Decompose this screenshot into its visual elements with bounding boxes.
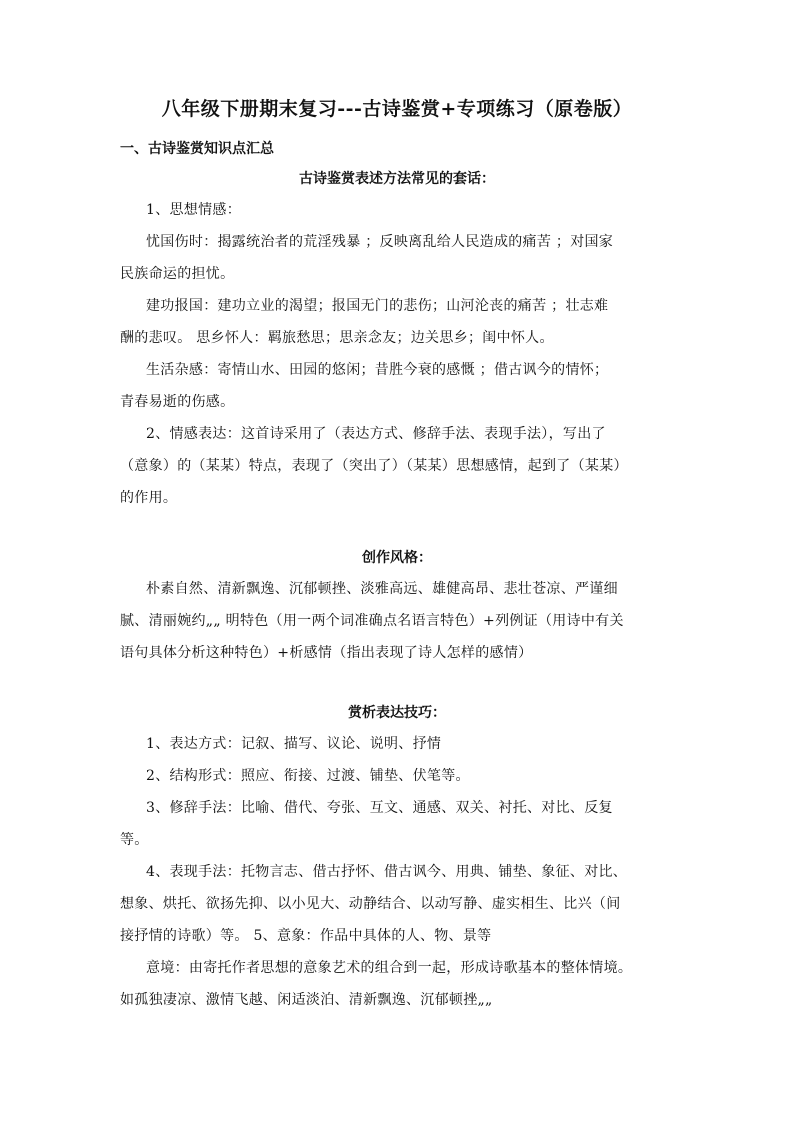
paragraph-line: 想象、烘托、欲扬先抑、以小见大、动静结合、以动写静、虚实相生、比兴（间 bbox=[120, 896, 621, 912]
paragraph-line: 语句具体分析这种特色）+析感情（指出表现了诗人怎样的感情） bbox=[120, 645, 533, 661]
paragraph-line: 3、修辞手法：比喻、借代、夸张、互文、通感、双关、衬托、对比、反复 bbox=[146, 800, 613, 816]
paragraph-line: 2、结构形式：照应、衔接、过渡、铺垫、伏笔等。 bbox=[146, 768, 470, 784]
paragraph-line: 接抒情的诗歌）等。 5、意象：作品中具体的人、物、景等 bbox=[120, 928, 492, 944]
paragraph-line: 生活杂感：寄情山水、田园的悠闲；昔胜今衰的感慨 ；借古讽今的情怀； bbox=[146, 362, 609, 378]
page-title: 八年级下册期末复习---古诗鉴赏+专项练习（原卷版） bbox=[161, 98, 633, 120]
paragraph-line: 酬的悲叹。 思乡怀人：羁旅愁思；思亲念友；边关思乡；闺中怀人。 bbox=[120, 330, 554, 346]
paragraph-line: 意境：由寄托作者思想的意象艺术的组合到一起，形成诗歌基本的整体情境。 bbox=[146, 960, 633, 976]
paragraph-line: 的作用。 bbox=[120, 490, 178, 506]
paragraph-line: 如孤独凄凉、激情飞越、闲适淡泊、清新飘逸、沉郁顿挫„„ bbox=[120, 992, 493, 1008]
paragraph-line: 腻、清丽婉约„„ 明特色（用一两个词准确点名语言特色）+列例证（用诗中有关 bbox=[120, 613, 624, 629]
paragraph-line: 忧国伤时：揭露统治者的荒淫残暴 ；反映离乱给人民造成的痛苦 ；对国家 bbox=[146, 234, 614, 250]
subheading-techniques: 赏析表达技巧： bbox=[348, 705, 446, 721]
paragraph-line: 民族命运的担忧。 bbox=[120, 266, 235, 282]
paragraph-line: 等。 bbox=[120, 832, 149, 848]
paragraph-line: 2、情感表达：这首诗采用了（表达方式、修辞手法、表现手法），写出了 bbox=[146, 426, 606, 442]
paragraph-line: 1、表达方式：记叙、描写、议论、说明、抒情 bbox=[146, 736, 442, 752]
subheading-style: 创作风格： bbox=[362, 550, 432, 566]
paragraph-line: 1、思想情感： bbox=[146, 202, 242, 218]
section-heading: 一、古诗鉴赏知识点汇总 bbox=[120, 141, 274, 157]
paragraph-line: 建功报国：建功立业的渴望；报国无门的悲伤；山河沦丧的痛苦 ；壮志难 bbox=[146, 298, 609, 314]
subheading-phrases: 古诗鉴赏表述方法常见的套话： bbox=[299, 171, 495, 187]
paragraph-line: 青春易逝的伤感。 bbox=[120, 394, 235, 410]
paragraph-line: 4、表现手法：托物言志、借古抒怀、借古讽今、用典、铺垫、象征、对比、 bbox=[146, 864, 628, 880]
paragraph-line: （意象）的（某某）特点，表现了（突出了）（某某）思想感情，起到了（某某） bbox=[120, 458, 628, 474]
paragraph-line: 朴素自然、清新飘逸、沉郁顿挫、淡雅高远、雄健高昂、悲壮苍凉、严谨细 bbox=[146, 581, 618, 597]
